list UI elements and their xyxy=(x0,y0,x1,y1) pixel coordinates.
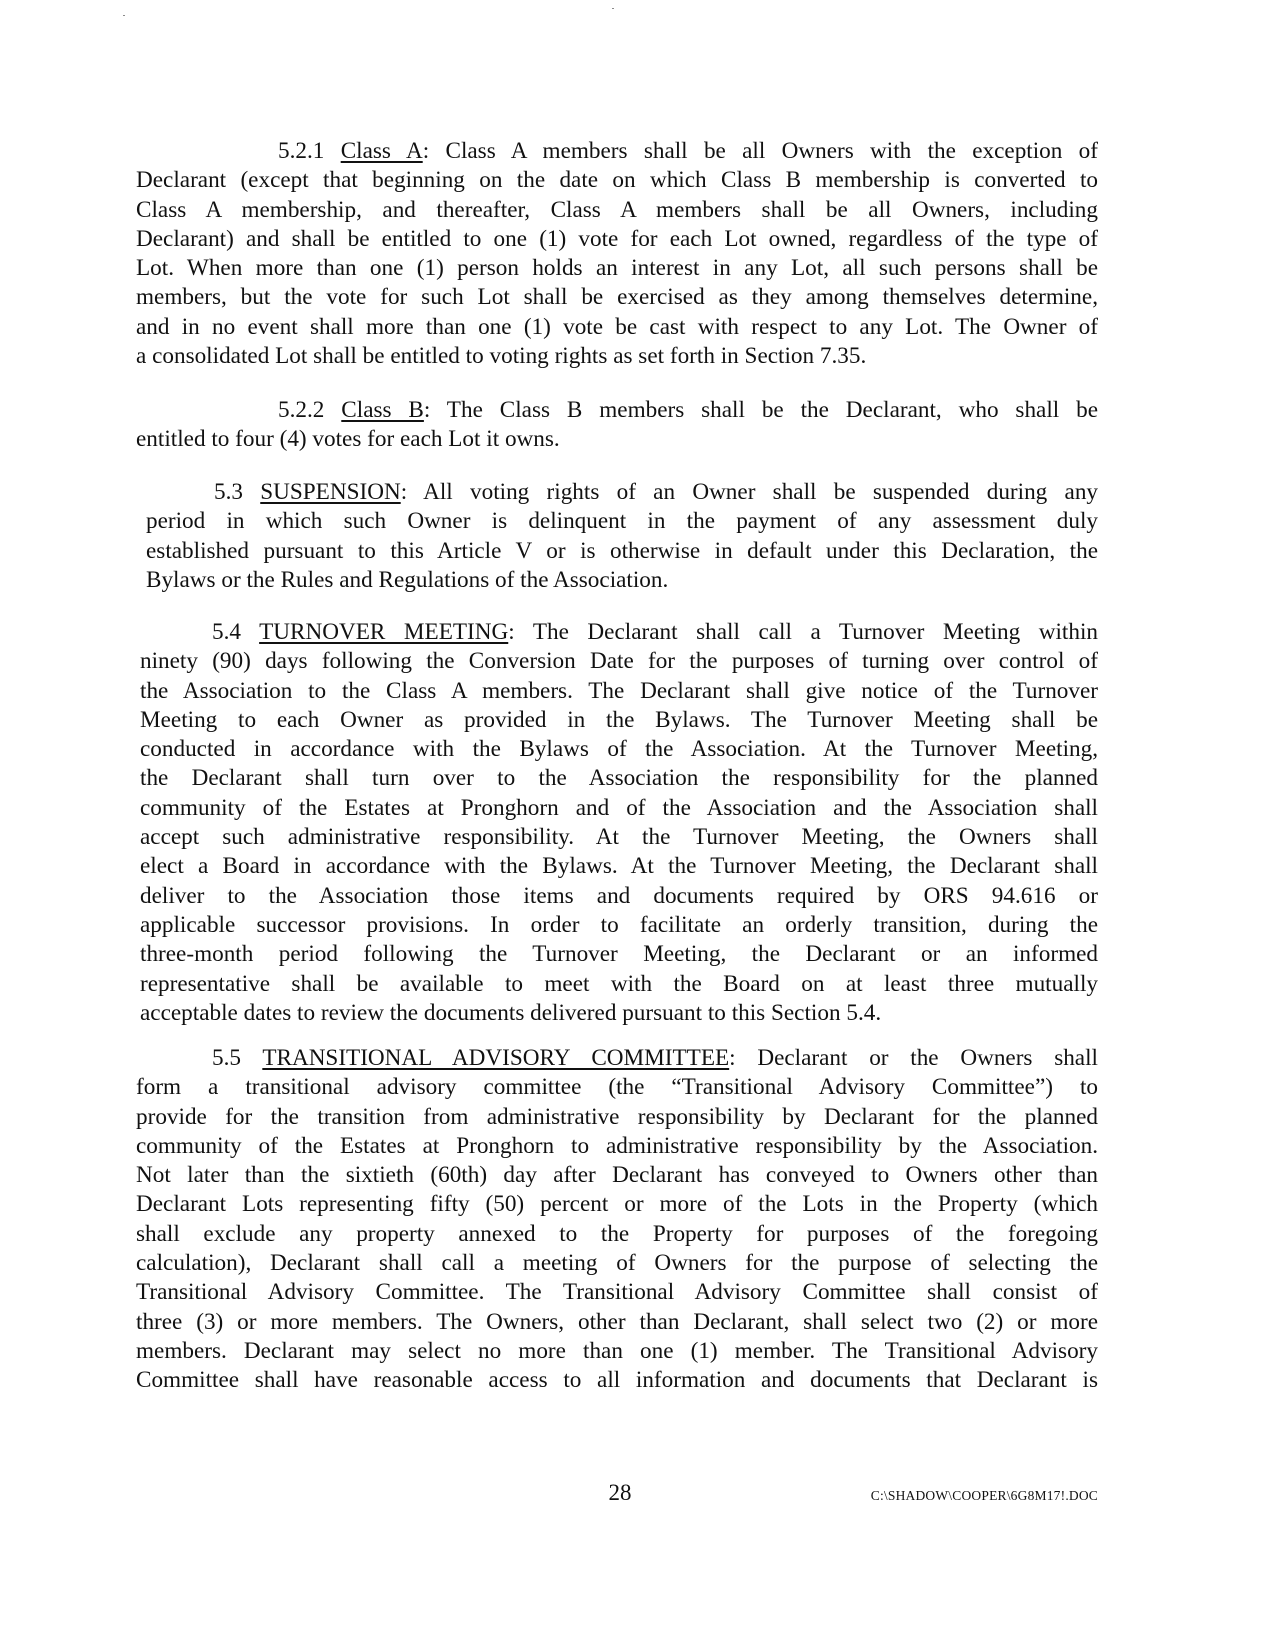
text-line xyxy=(140,764,1098,793)
text-line xyxy=(140,823,1098,852)
text-line xyxy=(146,537,1098,566)
line-text: 5.2.1 Class A: Class A members shall be all Owners with the exception of xyxy=(278,138,1098,164)
text-line xyxy=(136,1366,1098,1395)
text-line xyxy=(140,677,1098,706)
text-line xyxy=(146,507,1098,536)
scan-artifact xyxy=(612,8,614,9)
text-line xyxy=(140,882,1098,911)
text-line xyxy=(136,283,1098,312)
line-text: three-month period following the Turnover Meeting, the Declarant or an informed xyxy=(140,941,1098,968)
text-line xyxy=(136,1337,1098,1366)
text-line xyxy=(140,794,1098,823)
line-text: the Declarant shall turn over to the Association the responsibility for the planned xyxy=(140,765,1098,792)
text-line xyxy=(136,1308,1098,1337)
text-line xyxy=(140,999,1098,1028)
text-line xyxy=(136,425,1098,454)
line-text: Not later than the sixtieth (60th) day after Declarant has conveyed to Owners other than xyxy=(136,1162,1098,1189)
line-text: established pursuant to this Article V or is otherwise in default under this Declaration, the xyxy=(146,537,1098,564)
text-line xyxy=(136,1220,1098,1249)
line-text: elect a Board in accordance with the Bylaws. At the Turnover Meeting, the Declarant shall xyxy=(140,853,1098,880)
line-text: entitled to four (4) votes for each Lot it owns. xyxy=(136,426,560,453)
text-line xyxy=(136,1249,1098,1278)
line-text: applicable successor provisions. In order to facilitate an orderly transition, during the xyxy=(140,911,1098,938)
line-text: community of the Estates at Pronghorn and of the Association and the Association shall xyxy=(140,794,1098,821)
line-text: Transitional Advisory Committee. The Transitional Advisory Committee shall consist of xyxy=(136,1279,1098,1306)
line-text: 5.5 TRANSITIONAL ADVISORY COMMITTEE: Declarant or the Owners shall xyxy=(212,1045,1098,1071)
line-text: Declarant) and shall be entitled to one (1) vote for each Lot owned, regardless of the type of xyxy=(136,225,1098,252)
line-text: Meeting to each Owner as provided in the Bylaws. The Turnover Meeting shall be xyxy=(140,706,1098,733)
line-text: representative shall be available to meet with the Board on at least three mutually xyxy=(140,970,1098,997)
line-text: provide for the transition from administrative responsibility by Declarant for the planned xyxy=(136,1103,1098,1130)
text-line xyxy=(140,618,1098,647)
text-line xyxy=(136,166,1098,195)
text-line xyxy=(140,970,1098,999)
section-heading: TURNOVER MEETING xyxy=(259,619,509,645)
line-text: period in which such Owner is delinquent in the payment of any assessment duly xyxy=(146,508,1098,535)
line-text: Lot. When more than one (1) person holds an interest in any Lot, all such persons shall be xyxy=(136,255,1098,282)
text-line xyxy=(140,940,1098,969)
line-text: community of the Estates at Pronghorn to administrative responsibility by the Association. xyxy=(136,1132,1098,1159)
line-text: conducted in accordance with the Bylaws of the Association. At the Turnover Meeting, xyxy=(140,736,1098,763)
text-line xyxy=(136,1103,1098,1132)
text-line xyxy=(146,478,1098,507)
text-line xyxy=(146,566,1098,595)
page-number: 28 xyxy=(608,1480,632,1505)
section-heading: SUSPENSION xyxy=(260,479,401,505)
line-text: 5.4 TURNOVER MEETING: The Declarant shall call a Turnover Meeting within xyxy=(212,619,1098,645)
line-text: form a transitional advisory committee (the “Transitional Advisory Committee”) to xyxy=(136,1074,1098,1101)
text-line xyxy=(136,1190,1098,1219)
line-text: members. Declarant may select no more than one (1) member. The Transitional Advisory xyxy=(136,1337,1098,1364)
text-line xyxy=(136,1044,1098,1073)
line-text: acceptable dates to review the documents delivered pursuant to this Section 5.4. xyxy=(140,999,882,1026)
text-line xyxy=(136,137,1098,166)
text-line xyxy=(136,342,1098,371)
paragraph-5-3 xyxy=(146,478,1098,595)
file-path: C:\SHADOW\COOPER\6G8M17!.DOC xyxy=(870,1488,1098,1503)
text-line xyxy=(136,396,1098,425)
line-text: 5.2.2 Class B: The Class B members shall be the Declarant, who shall be xyxy=(278,397,1098,423)
line-text: the Association to the Class A members. The Declarant shall give notice of the Turnover xyxy=(140,677,1098,704)
line-text: Declarant (except that beginning on the date on which Class B membership is converted to xyxy=(136,167,1098,194)
line-text: shall exclude any property annexed to the Property for purposes of the foregoing xyxy=(136,1220,1098,1247)
text-line xyxy=(136,1073,1098,1102)
line-text: three (3) or more members. The Owners, other than Declarant, shall select two (2) or more xyxy=(136,1308,1098,1335)
text-line xyxy=(140,735,1098,764)
text-line xyxy=(136,254,1098,283)
section-heading: Class A xyxy=(340,138,423,164)
scan-artifact xyxy=(123,15,125,16)
line-text: a consolidated Lot shall be entitled to voting rights as set forth in Section 7.35. xyxy=(136,343,867,370)
text-line xyxy=(140,852,1098,881)
line-text: accept such administrative responsibility. At the Turnover Meeting, the Owners shall xyxy=(140,824,1098,851)
paragraph-5-2-1 xyxy=(136,137,1098,371)
section-heading: Class B xyxy=(341,397,424,423)
line-text: deliver to the Association those items and documents required by ORS 94.616 or xyxy=(140,882,1098,909)
text-line xyxy=(140,706,1098,735)
line-text: Class A membership, and thereafter, Class A members shall be all Owners, including xyxy=(136,196,1098,223)
line-text: Declarant Lots representing fifty (50) percent or more of the Lots in the Property (which xyxy=(136,1191,1098,1218)
section-heading: TRANSITIONAL ADVISORY COMMITTEE xyxy=(262,1045,730,1071)
text-line xyxy=(136,313,1098,342)
text-line xyxy=(136,1161,1098,1190)
text-line xyxy=(140,647,1098,676)
line-text: members, but the vote for such Lot shall be exercised as they among themselves determine, xyxy=(136,284,1098,311)
line-text: calculation), Declarant shall call a meeting of Owners for the purpose of selecting the xyxy=(136,1250,1098,1277)
line-text: Bylaws or the Rules and Regulations of the Association. xyxy=(146,566,669,593)
text-line xyxy=(140,911,1098,940)
line-text: ninety (90) days following the Conversion Date for the purposes of turning over control of xyxy=(140,648,1098,675)
text-line xyxy=(136,1132,1098,1161)
text-line xyxy=(136,225,1098,254)
line-text: 5.3 SUSPENSION: All voting rights of an Owner shall be suspended during any xyxy=(214,479,1098,505)
line-text: and in no event shall more than one (1) vote be cast with respect to any Lot. The Owner of xyxy=(136,313,1098,340)
line-text: Committee shall have reasonable access to all information and documents that Declarant is xyxy=(136,1367,1098,1394)
text-line xyxy=(136,1278,1098,1307)
paragraph-5-4 xyxy=(140,618,1098,1028)
paragraph-5-5 xyxy=(136,1044,1098,1396)
paragraph-5-2-2 xyxy=(136,396,1098,455)
text-line xyxy=(136,196,1098,225)
